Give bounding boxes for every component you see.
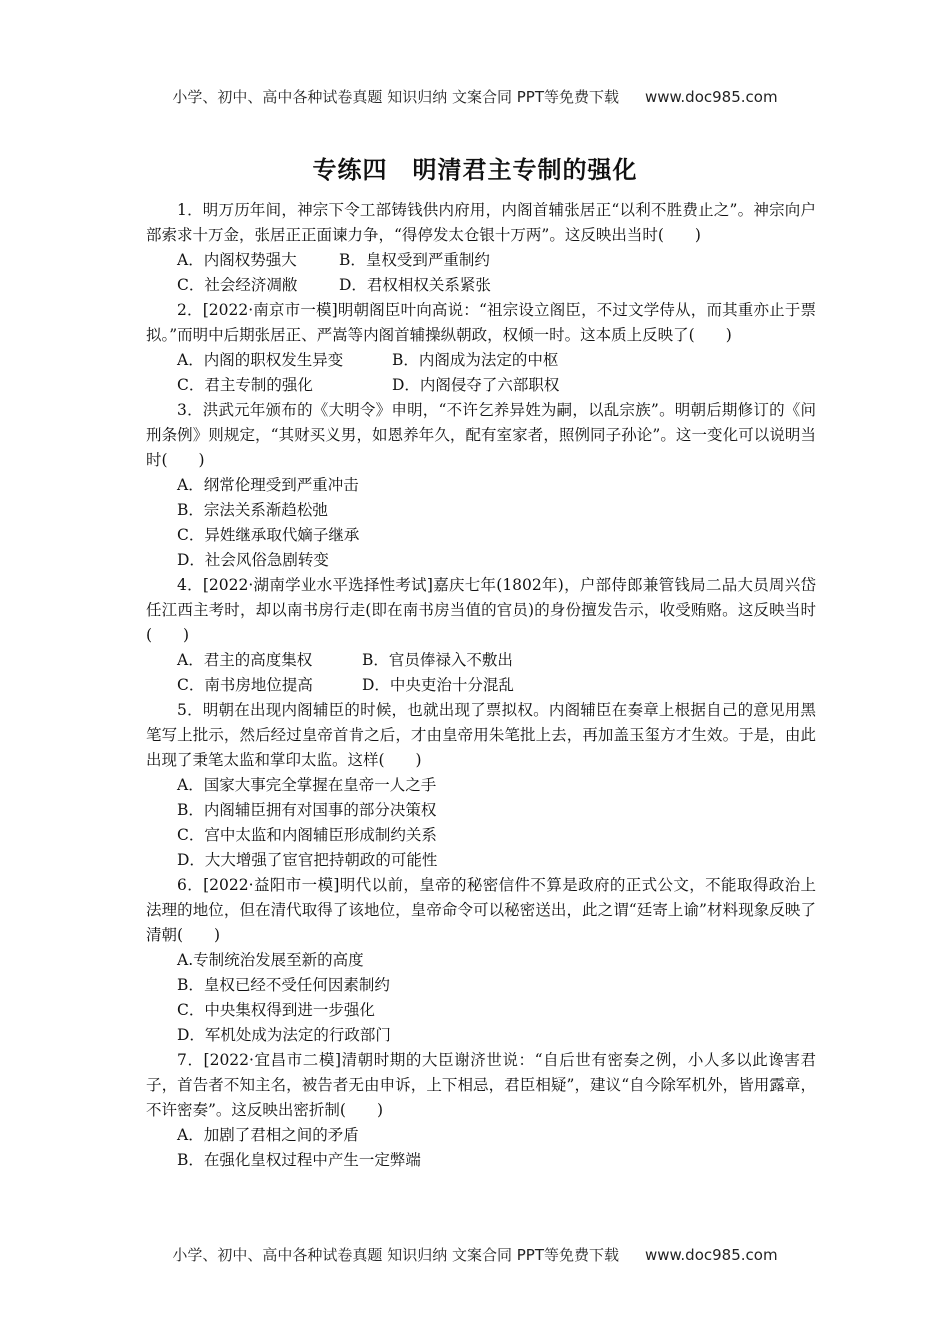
option-b: B．内阁成为法定的中枢: [392, 351, 559, 369]
option-b: B．在强化皇权过程中产生一定弊端: [177, 1151, 421, 1169]
question-5: [146, 698, 816, 873]
question-list: [146, 198, 816, 1173]
option-c: C．宫中太监和内阁辅臣形成制约关系: [177, 826, 437, 844]
option-c: C．君主专制的强化: [177, 376, 313, 394]
option-c: C．中央集权得到进一步强化: [177, 1001, 375, 1019]
option-d: D．社会风俗急剧转变: [177, 551, 329, 569]
footer-url-link[interactable]: www.doc985.com: [644, 1246, 778, 1264]
option-c: C．社会经济凋敝: [177, 276, 298, 294]
option-c: C．异姓继承取代嫡子继承: [177, 526, 360, 544]
option-b: B．内阁辅臣拥有对国事的部分决策权: [177, 801, 437, 819]
option-d: D．君权相权关系紧张: [339, 276, 491, 294]
option-a: A．君主的高度集权: [177, 651, 313, 669]
question-stem: 1．明万历年间，神宗下令工部铸钱供内府用，内阁首辅张居正“以利不胜费止之”。神宗向户部索求十万金，张居正正面谏力争，“得停发太仓银十万两”。这反映出当时( ): [146, 201, 816, 244]
question-7: [146, 1048, 816, 1173]
page-header: [0, 86, 950, 107]
question-stem: 7．[2022·宜昌市二模]清朝时期的大臣谢济世说：“自后世有密奏之例，小人多以此谗害君子，首告者不知主名，被告者无由申诉，上下相忌，君臣相疑”，建议“自今除军机外，皆用露章，不许密奏”。这反映出密折制( ): [146, 1051, 816, 1119]
question-stem: 2．[2022·南京市一模]明朝阁臣叶向高说：“祖宗设立阁臣，不过文学侍从，而其重亦止于票拟。”而明中后期张居正、严嵩等内阁首辅操纵朝政，权倾一时。这本质上反映了( ): [146, 301, 816, 344]
question-stem: 4．[2022·湖南学业水平选择性考试]嘉庆七年(1802年)，户部侍郎兼管钱局二品大员周兴岱任江西主考时，却以南书房行走(即在南书房当值的官员)的身份擅发告示，收受贿赂。这反映当时( ): [146, 576, 816, 644]
option-d: D．中央吏治十分混乱: [362, 676, 514, 694]
header-url-link[interactable]: www.doc985.com: [644, 88, 778, 106]
option-a: A．纲常伦理受到严重冲击: [177, 476, 359, 494]
page-title: 专练四 明清君主专制的强化: [312, 156, 638, 184]
footer-text: 小学、初中、高中各种试卷真题 知识归纳 文案合同 PPT等免费下载: [172, 1246, 619, 1264]
question-6: [146, 873, 816, 1048]
question-stem: 5．明朝在出现内阁辅臣的时候，也就出现了票拟权。内阁辅臣在奏章上根据自己的意见用黑笔写上批示，然后经过皇帝首肯之后，才由皇帝用朱笔批上去，再加盖玉玺方才生效。于是，由此出现了秉笔太监和掌印太监。这样( ): [146, 701, 816, 769]
option-d: D．军机处成为法定的行政部门: [177, 1026, 391, 1044]
option-b: B．宗法关系渐趋松弛: [177, 501, 328, 519]
option-a: A．加剧了君相之间的矛盾: [177, 1126, 359, 1144]
header-text: 小学、初中、高中各种试卷真题 知识归纳 文案合同 PPT等免费下载: [172, 88, 619, 106]
option-b: B．官员俸禄入不敷出: [362, 651, 513, 669]
question-1: [146, 198, 816, 298]
option-a: A.专制统治发展至新的高度: [177, 951, 364, 969]
question-stem: 6．[2022·益阳市一模]明代以前，皇帝的秘密信件不算是政府的正式公文，不能取得政治上法理的地位，但在清代取得了该地位，皇帝命令可以秘密送出，此之谓“廷寄上谕”材料现象反映了清朝( ): [146, 876, 816, 944]
question-4: [146, 573, 816, 698]
option-d: D．内阁侵夺了六部职权: [392, 376, 560, 394]
page-footer: [0, 1244, 950, 1265]
option-a: A．内阁权势强大: [177, 251, 297, 269]
question-stem: 3．洪武元年颁布的《大明令》申明，“不许乞养异姓为嗣，以乱宗族”。明朝后期修订的《问刑条例》则规定，“其财买义男，如恩养年久，配有室家者，照例同子孙论”。这一变化可以说明当时( ): [146, 401, 816, 469]
question-3: [146, 398, 816, 573]
option-b: B．皇权已经不受任何因素制约: [177, 976, 390, 994]
option-b: B．皇权受到严重制约: [339, 251, 490, 269]
option-a: A．国家大事完全掌握在皇帝一人之手: [177, 776, 437, 794]
question-2: [146, 298, 816, 398]
option-d: D．大大增强了宦官把持朝政的可能性: [177, 851, 438, 869]
option-a: A．内阁的职权发生异变: [177, 351, 344, 369]
option-c: C．南书房地位提高: [177, 676, 313, 694]
